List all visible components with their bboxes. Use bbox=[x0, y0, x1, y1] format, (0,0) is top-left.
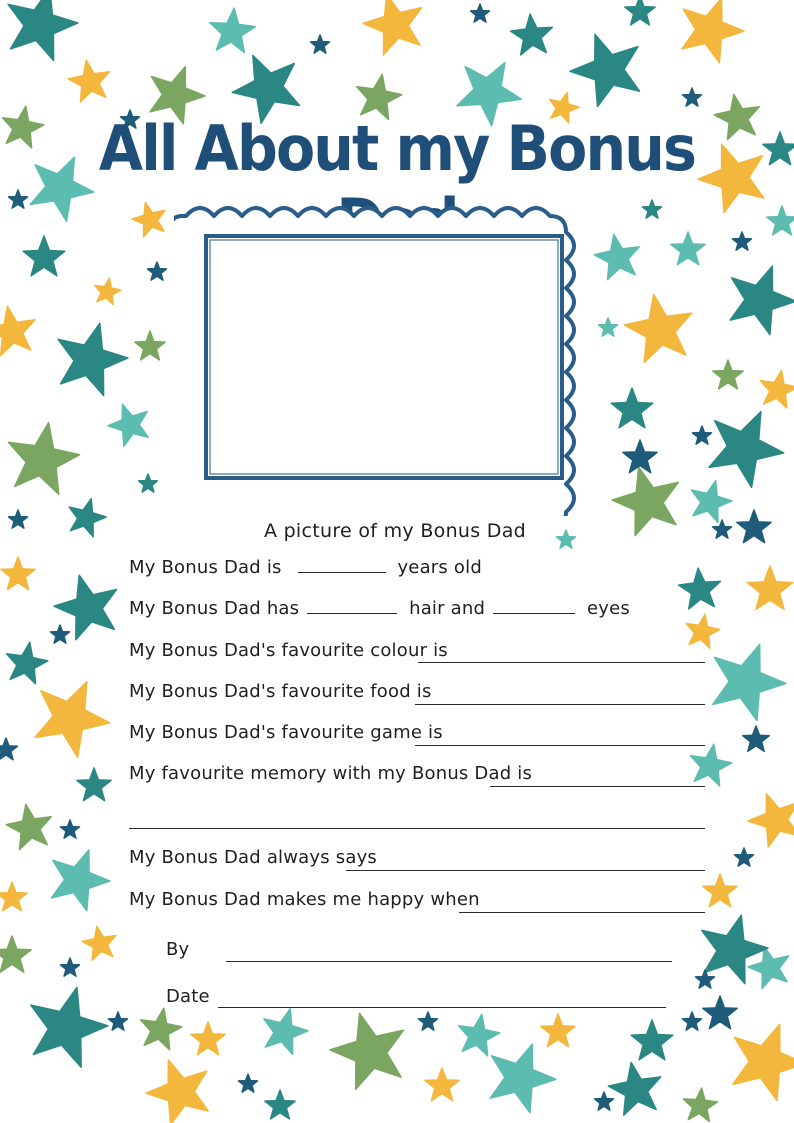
star-icon bbox=[599, 318, 618, 336]
star-icon bbox=[108, 404, 148, 446]
star-icon bbox=[425, 1068, 459, 1101]
happy-blank[interactable] bbox=[459, 912, 705, 913]
star-icon bbox=[146, 1060, 208, 1123]
star-icon bbox=[459, 1014, 500, 1056]
star-icon bbox=[692, 481, 733, 523]
by-blank[interactable] bbox=[226, 961, 672, 962]
star-icon bbox=[8, 423, 79, 495]
star-icon bbox=[52, 850, 111, 911]
star-icon bbox=[767, 206, 794, 235]
star-icon bbox=[703, 996, 737, 1029]
happy-prompt: My Bonus Dad makes me happy when bbox=[129, 889, 480, 910]
star-icon bbox=[691, 744, 732, 786]
star-icon bbox=[760, 370, 794, 408]
star-icon bbox=[68, 60, 109, 102]
star-icon bbox=[58, 323, 128, 395]
star-icon bbox=[61, 820, 80, 838]
star-icon bbox=[713, 520, 732, 538]
star-icon bbox=[35, 682, 110, 758]
age-suffix: years old bbox=[397, 557, 482, 578]
says-blank[interactable] bbox=[346, 870, 705, 871]
happy-line bbox=[129, 889, 480, 915]
star-icon bbox=[611, 388, 653, 428]
star-icon bbox=[511, 14, 553, 55]
star-icon bbox=[608, 1062, 660, 1115]
star-icon bbox=[1, 557, 35, 590]
colour-prompt: My Bonus Dad's favourite colour is bbox=[129, 640, 448, 661]
star-icon bbox=[623, 440, 657, 473]
star-icon bbox=[737, 510, 771, 543]
star-icon bbox=[747, 566, 793, 609]
game-line bbox=[129, 722, 443, 748]
star-icon bbox=[763, 132, 794, 165]
by-label: By bbox=[166, 939, 190, 960]
photo-area bbox=[206, 236, 562, 478]
star-icon bbox=[7, 642, 48, 684]
star-icon bbox=[61, 958, 80, 976]
star-icon bbox=[682, 0, 744, 63]
date-label: Date bbox=[166, 986, 210, 1007]
star-icon bbox=[730, 266, 794, 334]
star-icon bbox=[735, 848, 754, 866]
memory-prompt: My favourite memory with my Bonus Dad is bbox=[129, 763, 533, 784]
star-icon bbox=[109, 1012, 128, 1030]
star-icon bbox=[702, 915, 768, 983]
game-prompt: My Bonus Dad's favourite game is bbox=[129, 722, 443, 743]
star-icon bbox=[557, 530, 576, 548]
star-icon bbox=[631, 1020, 673, 1060]
star-icon bbox=[210, 8, 256, 53]
photo-frame bbox=[174, 196, 594, 516]
eyes-suffix: eyes bbox=[586, 598, 630, 619]
star-icon bbox=[713, 644, 786, 720]
star-icon bbox=[679, 568, 721, 609]
star-icon bbox=[0, 306, 35, 355]
star-icon bbox=[330, 1013, 403, 1089]
game-blank[interactable] bbox=[415, 745, 705, 746]
colour-line bbox=[129, 640, 448, 666]
star-icon bbox=[54, 575, 117, 640]
star-icon bbox=[490, 1044, 556, 1112]
hair-middle: hair and bbox=[409, 598, 486, 619]
memory-blank-continued[interactable] bbox=[129, 828, 705, 829]
age-prefix: My Bonus Dad is bbox=[129, 557, 282, 578]
star-icon bbox=[683, 1012, 702, 1030]
star-icon bbox=[191, 1022, 225, 1055]
star-icon bbox=[0, 738, 17, 760]
star-icon bbox=[683, 1088, 717, 1121]
star-icon bbox=[471, 4, 490, 22]
memory-line bbox=[129, 763, 532, 789]
star-icon bbox=[686, 614, 720, 648]
page-title: All About my Bonus bbox=[98, 112, 696, 185]
star-icon bbox=[77, 768, 111, 801]
star-icon bbox=[703, 874, 737, 907]
food-prompt: My Bonus Dad's favourite food is bbox=[129, 681, 432, 702]
star-icon bbox=[265, 1090, 295, 1119]
date-blank[interactable] bbox=[218, 1007, 666, 1008]
star-icon bbox=[6, 804, 51, 849]
hair-blank[interactable] bbox=[307, 599, 397, 614]
star-icon bbox=[51, 625, 70, 643]
star-icon bbox=[8, 0, 78, 61]
age-blank[interactable] bbox=[298, 558, 386, 573]
star-icon bbox=[612, 467, 678, 535]
star-icon bbox=[733, 1024, 794, 1100]
star-icon bbox=[743, 726, 770, 751]
star-icon bbox=[9, 510, 28, 528]
star-icon bbox=[139, 474, 158, 492]
food-line bbox=[129, 681, 432, 707]
star-icon bbox=[69, 499, 106, 537]
says-prompt: My Bonus Dad always says bbox=[129, 847, 377, 868]
star-icon bbox=[625, 0, 655, 25]
hair-prefix: My Bonus Dad has bbox=[129, 598, 300, 619]
star-icon bbox=[82, 926, 116, 960]
star-icon bbox=[363, 0, 422, 55]
star-icon bbox=[696, 970, 715, 988]
star-icon bbox=[135, 331, 165, 360]
star-icon bbox=[624, 295, 691, 363]
star-icon bbox=[311, 35, 330, 53]
says-line bbox=[129, 847, 377, 873]
star-icon bbox=[709, 412, 784, 488]
star-icon bbox=[570, 34, 640, 106]
star-icon bbox=[95, 278, 121, 304]
age-line bbox=[129, 557, 482, 583]
star-icon bbox=[9, 190, 28, 208]
star-icon bbox=[0, 936, 31, 972]
star-icon bbox=[683, 88, 702, 106]
star-icon bbox=[748, 794, 794, 847]
star-icon bbox=[31, 987, 108, 1067]
colour-blank[interactable] bbox=[418, 662, 705, 663]
star-icon bbox=[148, 262, 167, 280]
star-icon bbox=[0, 882, 27, 911]
hair-eyes-line bbox=[129, 598, 630, 624]
star-icon bbox=[264, 1009, 308, 1055]
star-icon bbox=[419, 1012, 438, 1030]
star-icon bbox=[713, 360, 743, 389]
photo-caption: A picture of my Bonus Dad bbox=[263, 520, 527, 542]
memory-blank[interactable] bbox=[490, 786, 705, 787]
star-icon bbox=[239, 1074, 258, 1092]
star-icon bbox=[541, 1014, 575, 1047]
star-icon bbox=[693, 426, 712, 444]
star-icon bbox=[141, 1008, 182, 1050]
food-blank[interactable] bbox=[415, 704, 705, 705]
eyes-blank[interactable] bbox=[493, 599, 575, 614]
star-icon bbox=[595, 1092, 614, 1110]
